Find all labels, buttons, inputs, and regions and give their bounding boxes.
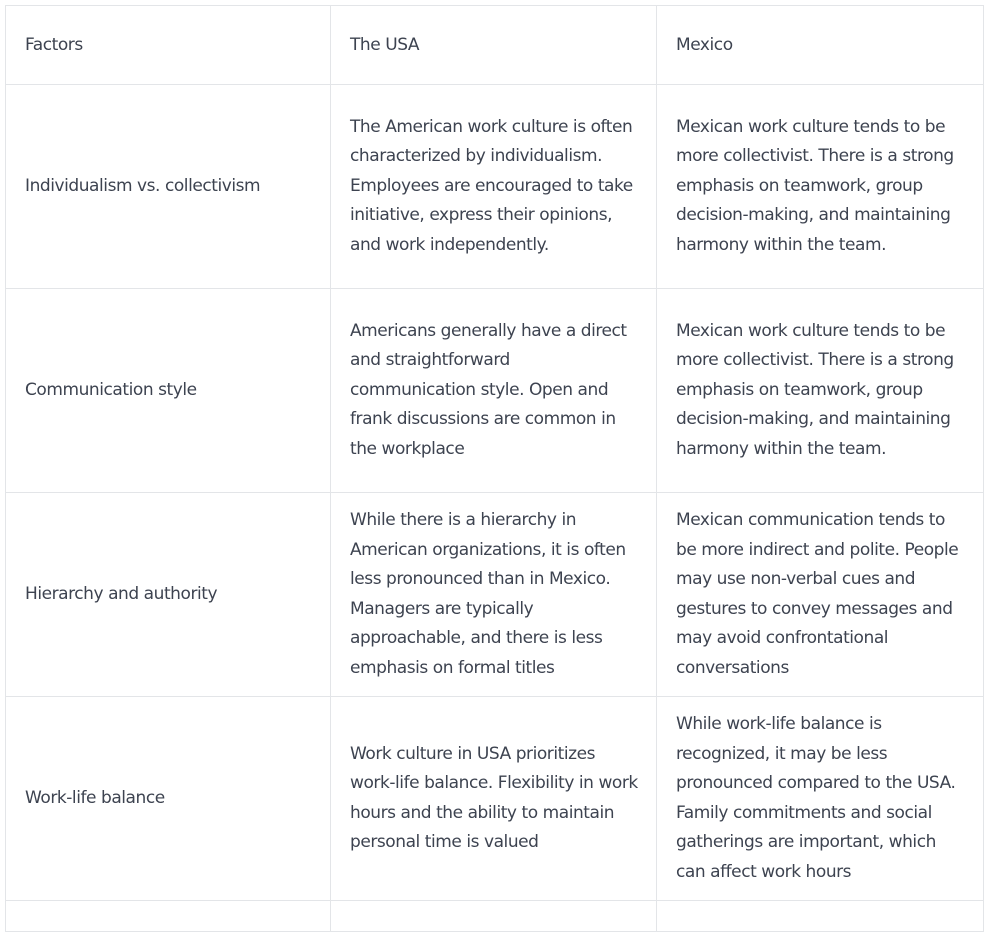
usa-cell: Work culture in USA prioritizes work-life balance. Flexibility in work hours and the ability to maintain personal time is valued xyxy=(331,697,657,901)
table-row xyxy=(6,697,984,901)
comparison-table xyxy=(5,5,984,932)
factor-cell: Hierarchy and authority xyxy=(6,493,331,697)
usa-cell: Americans generally have a direct and straightforward communication style. Open and frank discussions are common in the workplace xyxy=(331,289,657,493)
table-row-partial xyxy=(6,901,984,932)
table-row xyxy=(6,85,984,289)
header-usa: The USA xyxy=(331,6,657,85)
mexico-cell: Mexican work culture tends to be more collectivist. There is a strong emphasis on teamwork, group decision-making, and maintaining harmony within the team. xyxy=(657,85,984,289)
table-body xyxy=(6,85,984,932)
table-header xyxy=(6,6,984,85)
factor-cell: Individualism vs. collectivism xyxy=(6,85,331,289)
mexico-cell: Mexican communication tends to be more indirect and polite. People may use non-verbal cues and gestures to convey messages and may avoid confrontational conversations xyxy=(657,493,984,697)
empty-cell xyxy=(6,901,331,932)
mexico-cell: While work-life balance is recognized, it may be less pronounced compared to the USA. Family commitments and social gatherings are important, which can affect work hours xyxy=(657,697,984,901)
header-row xyxy=(6,6,984,85)
factor-cell: Communication style xyxy=(6,289,331,493)
empty-cell xyxy=(657,901,984,932)
factor-cell: Work-life balance xyxy=(6,697,331,901)
table-row xyxy=(6,493,984,697)
empty-cell xyxy=(331,901,657,932)
header-factors: Factors xyxy=(6,6,331,85)
usa-cell: The American work culture is often characterized by individualism. Employees are encouraged to take initiative, express their opinions, and work independently. xyxy=(331,85,657,289)
usa-cell: While there is a hierarchy in American organizations, it is often less pronounced than in Mexico. Managers are typically approachable, and there is less emphasis on formal titles xyxy=(331,493,657,697)
table-row xyxy=(6,289,984,493)
header-mexico: Mexico xyxy=(657,6,984,85)
mexico-cell: Mexican work culture tends to be more collectivist. There is a strong emphasis on teamwork, group decision-making, and maintaining harmony within the team. xyxy=(657,289,984,493)
